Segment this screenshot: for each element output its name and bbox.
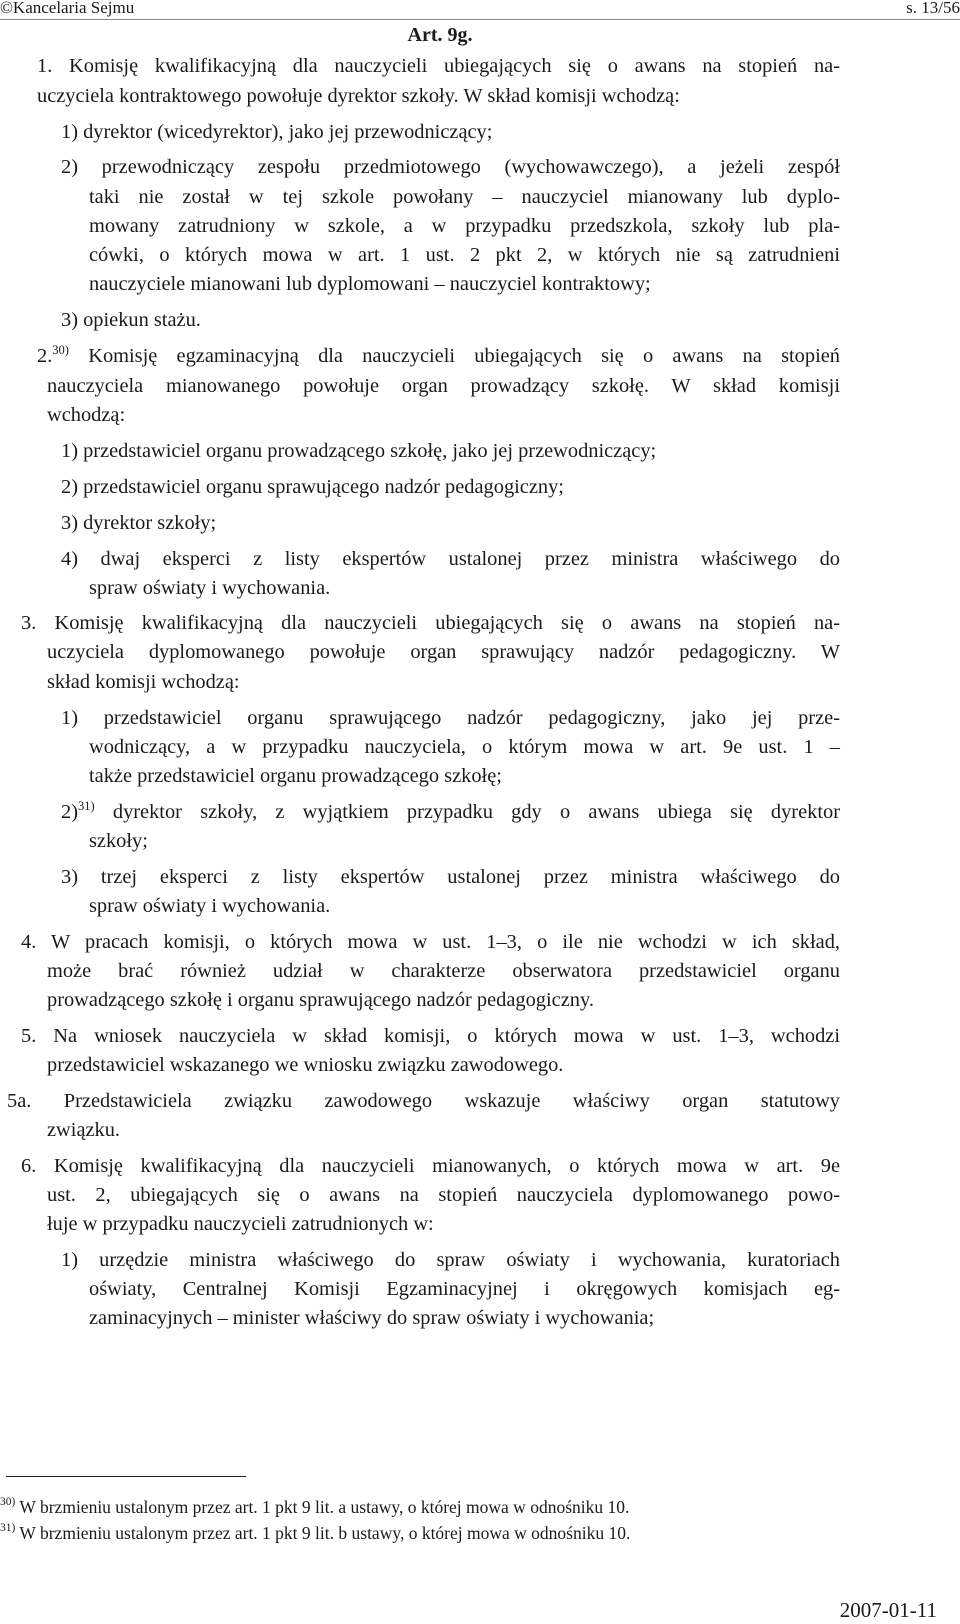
footnote-text: W brzmieniu ustalonym przez art. 1 pkt 9 lit. b ustawy, o której mowa w odnośniku 10.	[19, 1523, 631, 1543]
paragraph-number: 2.	[37, 345, 53, 367]
text-line: taki nie został w tej szkole powołany – nauczyciel mianowany lub dyplo-	[89, 186, 840, 208]
footnote-number: 30)	[0, 1496, 16, 1508]
text-line: 5. Na wniosek nauczyciela w skład komisji, o których mowa w ust. 1–3, wchodzi	[21, 1025, 840, 1047]
article-title: Art. 9g.	[407, 24, 473, 46]
text-line: nauczyciela mianowanego powołuje organ prowadzący szkołę. W skład komisji	[47, 375, 840, 397]
footnote-ref: 30)	[52, 343, 69, 357]
text-line: szkoły;	[89, 830, 148, 852]
footnote-number: 31)	[0, 1522, 16, 1534]
text-line: ust. 2, ubiegających się o awans na stopień nauczyciela dyplomowanego powo-	[47, 1184, 840, 1206]
text-line: 2) przewodniczący zespołu przedmiotowego (wychowawczego), a jeżeli zespół	[61, 156, 840, 178]
footnote-text: W brzmieniu ustalonym przez art. 1 pkt 9 lit. a ustawy, o której mowa w odnośniku 10.	[19, 1497, 630, 1517]
text-line: 5a. Przedstawiciela związku zawodowego wskazuje właściwy organ statutowy	[7, 1090, 840, 1112]
text-line-content: Komisję egzaminacyjną dla nauczycieli ubiegających się o awans na stopień	[88, 345, 840, 367]
text-line: zaminacyjnych – minister właściwy do spraw oświaty i wychowania;	[89, 1307, 655, 1329]
text-line: 6. Komisję kwalifikacyjną dla nauczycieli mianowanych, o których mowa w art. 9e	[21, 1155, 840, 1177]
text-line: 1) urzędzie ministra właściwego do spraw oświaty i wychowania, kuratoriach	[61, 1249, 840, 1271]
text-line: 3) dyrektor szkoły;	[61, 512, 217, 534]
header-source: ©Kancelaria Sejmu	[0, 0, 135, 17]
text-line: prowadzącego szkołę i organu sprawującego nadzór pedagogiczny.	[47, 989, 594, 1011]
text-line: spraw oświaty i wychowania.	[89, 895, 331, 917]
text-line: także przedstawiciel organu prowadzącego szkołę;	[89, 765, 502, 787]
text-line	[37, 343, 840, 369]
text-line: 1) przedstawiciel organu prowadzącego szkołę, jako jej przewodniczący;	[61, 440, 657, 462]
text-line: 4) dwaj eksperci z listy ekspertów ustalonej przez ministra właściwego do	[61, 548, 840, 570]
text-line: 3. Komisję kwalifikacyjną dla nauczycieli ubiegających się o awans na stopień na-	[21, 612, 840, 634]
text-line: 1. Komisję kwalifikacyjną dla nauczycieli ubiegających się o awans na stopień na-	[37, 55, 840, 77]
header-page-number: s. 13/56	[906, 0, 960, 17]
text-line: skład komisji wchodzą:	[47, 671, 240, 693]
header-rule	[0, 19, 960, 20]
text-line: 3) trzej eksperci z listy ekspertów ustalonej przez ministra właściwego do	[61, 866, 840, 888]
text-line: przedstawiciel wskazanego we wniosku związku zawodowego.	[47, 1054, 564, 1076]
text-line: wchodzą:	[47, 404, 126, 426]
footnote-ref: 31)	[78, 799, 95, 813]
text-line: 1) dyrektor (wicedyrektor), jako jej przewodniczący;	[61, 121, 493, 143]
footnote	[0, 1523, 630, 1543]
text-line	[61, 799, 840, 825]
text-line: może brać również udział w charakterze obserwatora przedstawiciel organu	[47, 960, 840, 982]
text-line: 1) przedstawiciel organu sprawującego nadzór pedagogiczny, jako jej prze-	[61, 707, 840, 729]
text-line: wodniczący, a w przypadku nauczyciela, o którym mowa w art. 9e ust. 1 –	[89, 736, 840, 758]
text-line: cówki, o których mowa w art. 1 ust. 2 pkt 2, w których nie są zatrudnieni	[89, 244, 840, 266]
text-line: uczyciela kontraktowego powołuje dyrektor szkoły. W skład komisji wchodzą:	[37, 85, 680, 107]
text-line: uczyciela dyplomowanego powołuje organ sprawujący nadzór pedagogiczny. W	[47, 641, 840, 663]
text-line: mowany zatrudniony w szkole, a w przypadku przedszkola, szkoły lub pla-	[89, 215, 840, 237]
text-line: nauczyciele mianowani lub dyplomowani – nauczyciel kontraktowy;	[89, 273, 651, 295]
footer-date: 2007-01-11	[839, 1598, 937, 1622]
footnote-rule	[6, 1476, 246, 1477]
text-line-content: dyrektor szkoły, z wyjątkiem przypadku gdy o awans ubiega się dyrektor	[112, 801, 840, 823]
footnote	[0, 1497, 629, 1517]
text-line: łuje w przypadku nauczycieli zatrudnionych w:	[47, 1213, 434, 1235]
text-line: 2) przedstawiciel organu sprawującego nadzór pedagogiczny;	[61, 476, 564, 498]
text-line: oświaty, Centralnej Komisji Egzaminacyjnej i okręgowych komisjach eg-	[89, 1278, 840, 1300]
text-line: 3) opiekun stażu.	[61, 309, 201, 331]
text-line: 4. W pracach komisji, o których mowa w ust. 1–3, o ile nie wchodzi w ich skład,	[21, 931, 840, 953]
item-number: 2)	[61, 801, 78, 823]
text-line: związku.	[47, 1119, 121, 1141]
text-line: spraw oświaty i wychowania.	[89, 577, 331, 599]
